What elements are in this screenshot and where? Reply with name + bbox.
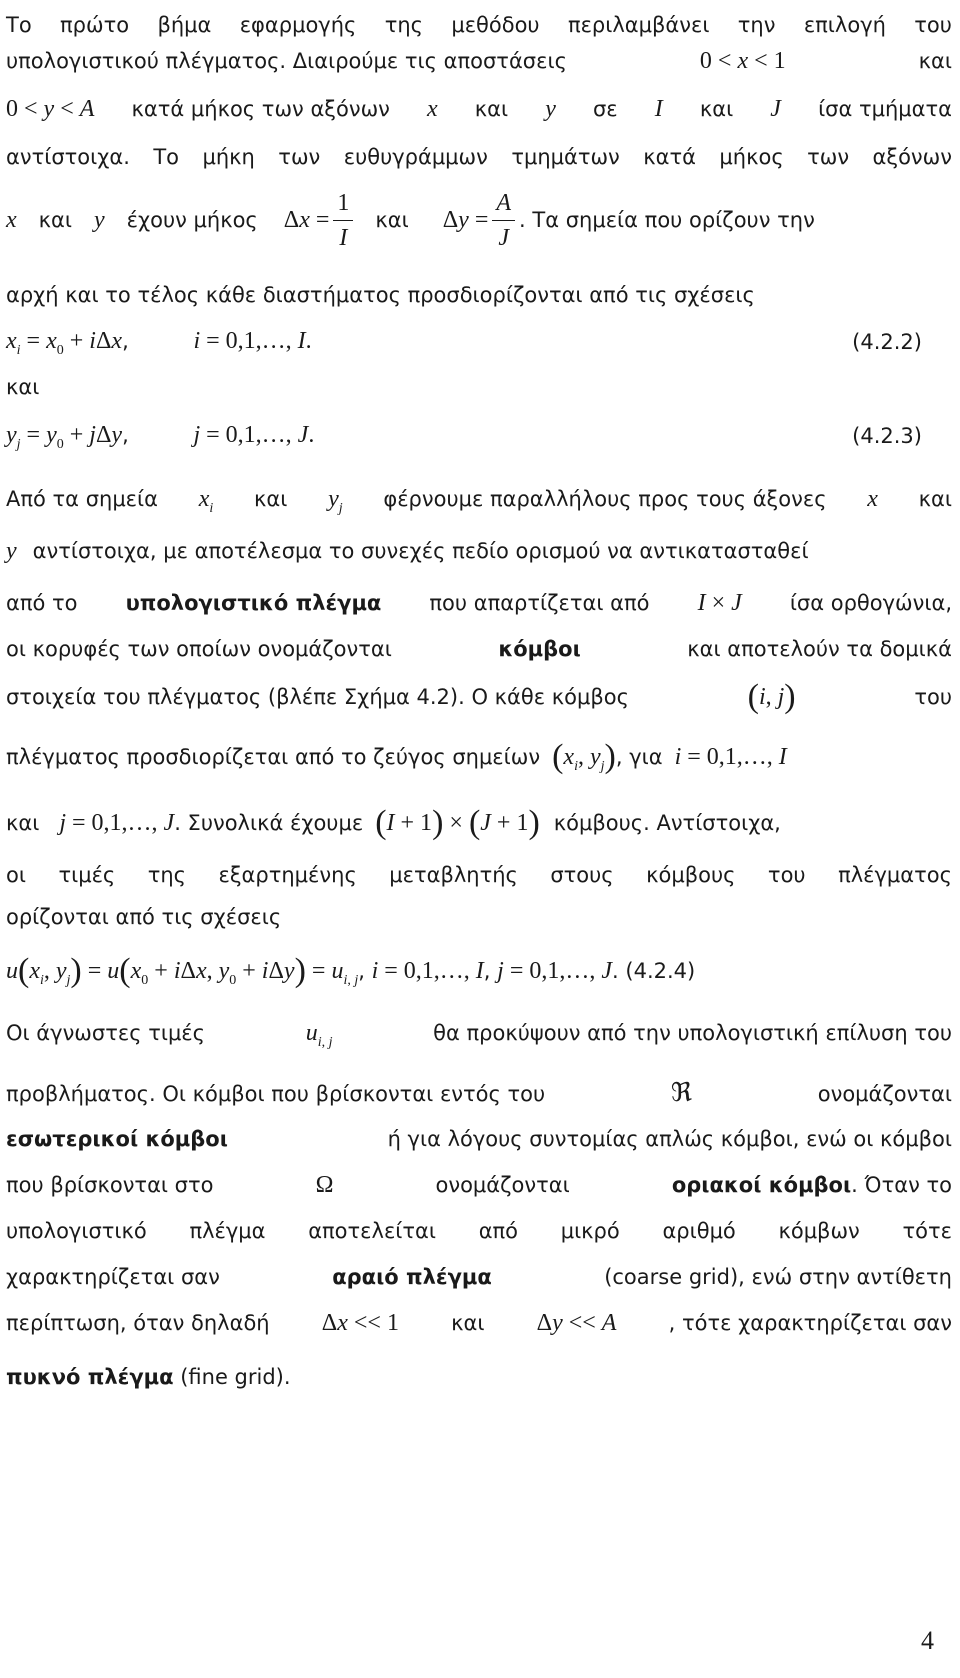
math-inline: 0 < x < 1 <box>699 48 786 74</box>
word: περιλαμβάνει <box>567 13 710 37</box>
word: κατά <box>643 145 696 169</box>
word: της <box>147 863 187 887</box>
text-span: που βρίσκονται στο <box>6 1173 214 1197</box>
text-span: . Τα σημεία που ορίζουν την <box>519 208 815 232</box>
paragraph-line-14 <box>6 738 952 775</box>
text-span: που απαρτίζεται από <box>429 591 650 615</box>
text-span: και αποτελούν τα δομικά <box>687 637 952 661</box>
equation-4-2-4: $u(x_i$, $y_j) = u(x_0 + i\Delta x$, $y_0 + i\Delta y) = u_{i, j}$ , i = 0,1,…, I , j = 0,1,…, J . (4.2.4) <box>6 952 696 989</box>
paragraph-line-4 <box>6 144 952 170</box>
paragraph-line-2 <box>6 48 952 74</box>
word: κόμβων <box>778 1219 860 1243</box>
word: του <box>767 863 806 887</box>
text-span: και <box>451 1311 485 1335</box>
omega-symbol: Ω <box>315 1172 334 1198</box>
math-inline: j = 0,1,…, J <box>59 810 175 836</box>
text-span: (coarse grid), ενώ στην αντίθετη <box>604 1265 952 1289</box>
text-span: . Όταν το <box>851 1173 952 1197</box>
word: πλέγματος <box>838 863 952 887</box>
text-span: ίσα ορθογώνια, <box>789 591 952 615</box>
word: μήκος <box>719 145 784 169</box>
math-inline: y <box>93 207 105 233</box>
paragraph-line-23 <box>6 1218 952 1244</box>
connector-text: και <box>6 375 40 399</box>
term-bold: εσωτερικοί κόμβοι <box>6 1127 228 1151</box>
math-inline: I <box>654 96 663 122</box>
page-number: 4 <box>921 1626 934 1655</box>
paragraph-line-10 <box>6 538 952 564</box>
text-span: , για <box>615 745 663 769</box>
math-fraction-dx: Δx = <box>283 207 330 233</box>
text-span: (fine grid). <box>180 1365 291 1389</box>
text-span: του <box>914 685 952 709</box>
math-fraction: $\frac{1}{I}$ <box>333 186 353 255</box>
word: τμημάτων <box>511 145 620 169</box>
text-span: , τότε χαρακτηρίζεται σαν <box>668 1311 952 1335</box>
term-bold: υπολογιστικό πλέγμα <box>125 591 382 615</box>
term-bold: οριακοί κόμβοι <box>671 1173 852 1197</box>
word: της <box>384 13 423 37</box>
text-span: αντίστοιχα, με αποτέλεσμα το συνεχές πεδίο ορισμού να αντικατασταθεί <box>32 539 809 563</box>
word: από <box>478 1219 519 1243</box>
paragraph-line-15 <box>6 804 952 841</box>
paragraph-line-20 <box>6 1080 952 1107</box>
paragraph-line-19 <box>6 1020 952 1050</box>
text-span: από το <box>6 591 78 615</box>
text-span: ονομάζονται <box>817 1082 952 1106</box>
paragraph-line-13 <box>6 678 952 715</box>
text-span: φέρνουμε παραλλήλους προς τους άξονες <box>383 487 827 511</box>
math-inline: x <box>427 96 438 122</box>
word: των <box>807 145 850 169</box>
paragraph-line-5 <box>6 182 952 258</box>
text-span: περίπτωση, όταν δηλαδή <box>6 1311 270 1335</box>
word: Το <box>153 145 180 169</box>
word: πλέγμα <box>189 1219 266 1243</box>
math-inline: y <box>545 96 556 122</box>
paragraph-line-12 <box>6 636 952 662</box>
math-inline: ($x_i$, $y_j$) <box>552 738 616 775</box>
word: στους <box>550 863 614 887</box>
math-fraction-dy: Δy = <box>442 207 489 233</box>
math-inline: J <box>770 96 781 122</box>
text-span: στοιχεία του πλέγματος (βλέπε Σχήμα 4.2). Ο κάθε κόμβος <box>6 685 629 709</box>
word: πρώτο <box>60 13 130 37</box>
equation-4-2-2: $x_i = x_0 + i\Delta x$, i = 0,1,…, I. <box>6 328 312 358</box>
text-span: και <box>38 208 72 232</box>
word: τιμές <box>58 863 116 887</box>
math-inline: $u_{i, j}$ <box>305 1020 333 1050</box>
paragraph-line-11 <box>6 590 952 616</box>
math-inline: (I + 1) × (J + 1) <box>375 804 540 841</box>
word: εξαρτημένης <box>218 863 357 887</box>
word: αποτελείται <box>308 1219 436 1243</box>
word: οι <box>6 863 26 887</box>
word: κόμβους <box>646 863 736 887</box>
math-inline: I × J <box>697 590 742 616</box>
text-span: και <box>474 97 509 121</box>
word: επιλογή <box>803 13 886 37</box>
text-span: Οι άγνωστες τιμές <box>6 1021 205 1045</box>
paragraph-line-9 <box>6 486 952 516</box>
text-span: έχουν μήκος <box>126 208 258 232</box>
paragraph-line-26 <box>6 1364 952 1390</box>
paragraph-line-6: αρχή και το τέλος κάθε διαστήματος προσδιορίζονται από τις σχέσεις <box>6 283 755 307</box>
text-span: και <box>699 97 734 121</box>
equation-number: (4.2.2) <box>852 330 922 354</box>
word: μικρό <box>560 1219 620 1243</box>
paragraph-line-21 <box>6 1126 952 1152</box>
word: μήκη <box>202 145 255 169</box>
paragraph-line-17: ορίζονται από τις σχέσεις <box>6 905 282 929</box>
equation-number: (4.2.3) <box>852 424 922 448</box>
text-span: σε <box>592 97 618 121</box>
math-inline: Δy << A <box>536 1310 617 1336</box>
text-span: και <box>918 49 952 73</box>
paragraph-line-25 <box>6 1310 952 1336</box>
math-inline: $x_i$ <box>198 486 214 516</box>
paragraph-line-1 <box>6 12 952 38</box>
paragraph-line-24 <box>6 1264 952 1290</box>
word: εφαρμογής <box>239 13 357 37</box>
word: Το <box>6 13 32 37</box>
math-inline: Δx << 1 <box>321 1310 399 1336</box>
text-span: οι κορυφές των οποίων ονομάζονται <box>6 637 392 661</box>
text-span: . Συνολικά έχουμε <box>174 811 364 835</box>
text-span: χαρακτηρίζεται σαν <box>6 1265 220 1289</box>
text-span: ονομάζονται <box>435 1173 570 1197</box>
equation-4-2-3: $y_j = y_0 + j\Delta y$, j = 0,1,…, J. <box>6 422 315 452</box>
word: ευθυγράμμων <box>343 145 488 169</box>
paragraph-line-16 <box>6 862 952 888</box>
term-bold: κόμβοι <box>498 637 581 661</box>
word: αντίστοιχα. <box>6 145 130 169</box>
word: μεταβλητής <box>389 863 518 887</box>
term-bold: αραιό πλέγμα <box>332 1265 492 1289</box>
fraktur-r-symbol: ℜ <box>670 1078 693 1107</box>
text-span: κόμβους. Αντίστοιχα, <box>553 811 781 835</box>
text-span: πλέγματος προσδιορίζεται από το ζεύγος σημείων <box>6 745 541 769</box>
text-span: υπολογιστικού πλέγματος. Διαιρούμε τις αποστάσεις <box>6 49 567 73</box>
text-span: και <box>918 487 952 511</box>
text-span: και <box>375 208 409 232</box>
word: αριθμό <box>662 1219 736 1243</box>
text-span: θα προκύψουν από την υπολογιστική επίλυση του <box>433 1021 952 1045</box>
word: την <box>737 13 776 37</box>
text-span: κατά μήκος των αξόνων <box>131 97 390 121</box>
math-fraction: $\frac{A}{J}$ <box>492 186 515 255</box>
math-inline: $y_j$ <box>328 486 343 516</box>
math-inline: i = 0,1,…, I <box>674 744 787 770</box>
math-inline: (i, j) <box>747 678 796 715</box>
paragraph-line-3 <box>6 96 952 122</box>
math-inline: 0 < y < A <box>6 96 95 122</box>
word: υπολογιστικό <box>6 1219 147 1243</box>
text-span: και <box>6 811 40 835</box>
math-inline: x <box>6 207 17 233</box>
text-span: και <box>254 487 288 511</box>
paragraph-line-22 <box>6 1172 952 1198</box>
word: τότε <box>902 1219 952 1243</box>
word: μεθόδου <box>451 13 540 37</box>
math-inline: x <box>867 486 878 512</box>
text-span: προβλήματος. Οι κόμβοι που βρίσκονται εντός του <box>6 1082 546 1106</box>
word: αξόνων <box>872 145 952 169</box>
word: βήμα <box>157 13 212 37</box>
word: του <box>914 13 952 37</box>
math-inline: y <box>6 538 17 564</box>
equation-number: (4.2.4) <box>625 959 696 983</box>
text-span: Από τα σημεία <box>6 487 158 511</box>
text-span: ή για λόγους συντομίας απλώς κόμβοι, ενώ οι κόμβοι <box>387 1127 952 1151</box>
word: των <box>278 145 321 169</box>
text-span: ίσα τμήματα <box>818 97 952 121</box>
term-bold: πυκνό πλέγμα <box>6 1365 174 1389</box>
